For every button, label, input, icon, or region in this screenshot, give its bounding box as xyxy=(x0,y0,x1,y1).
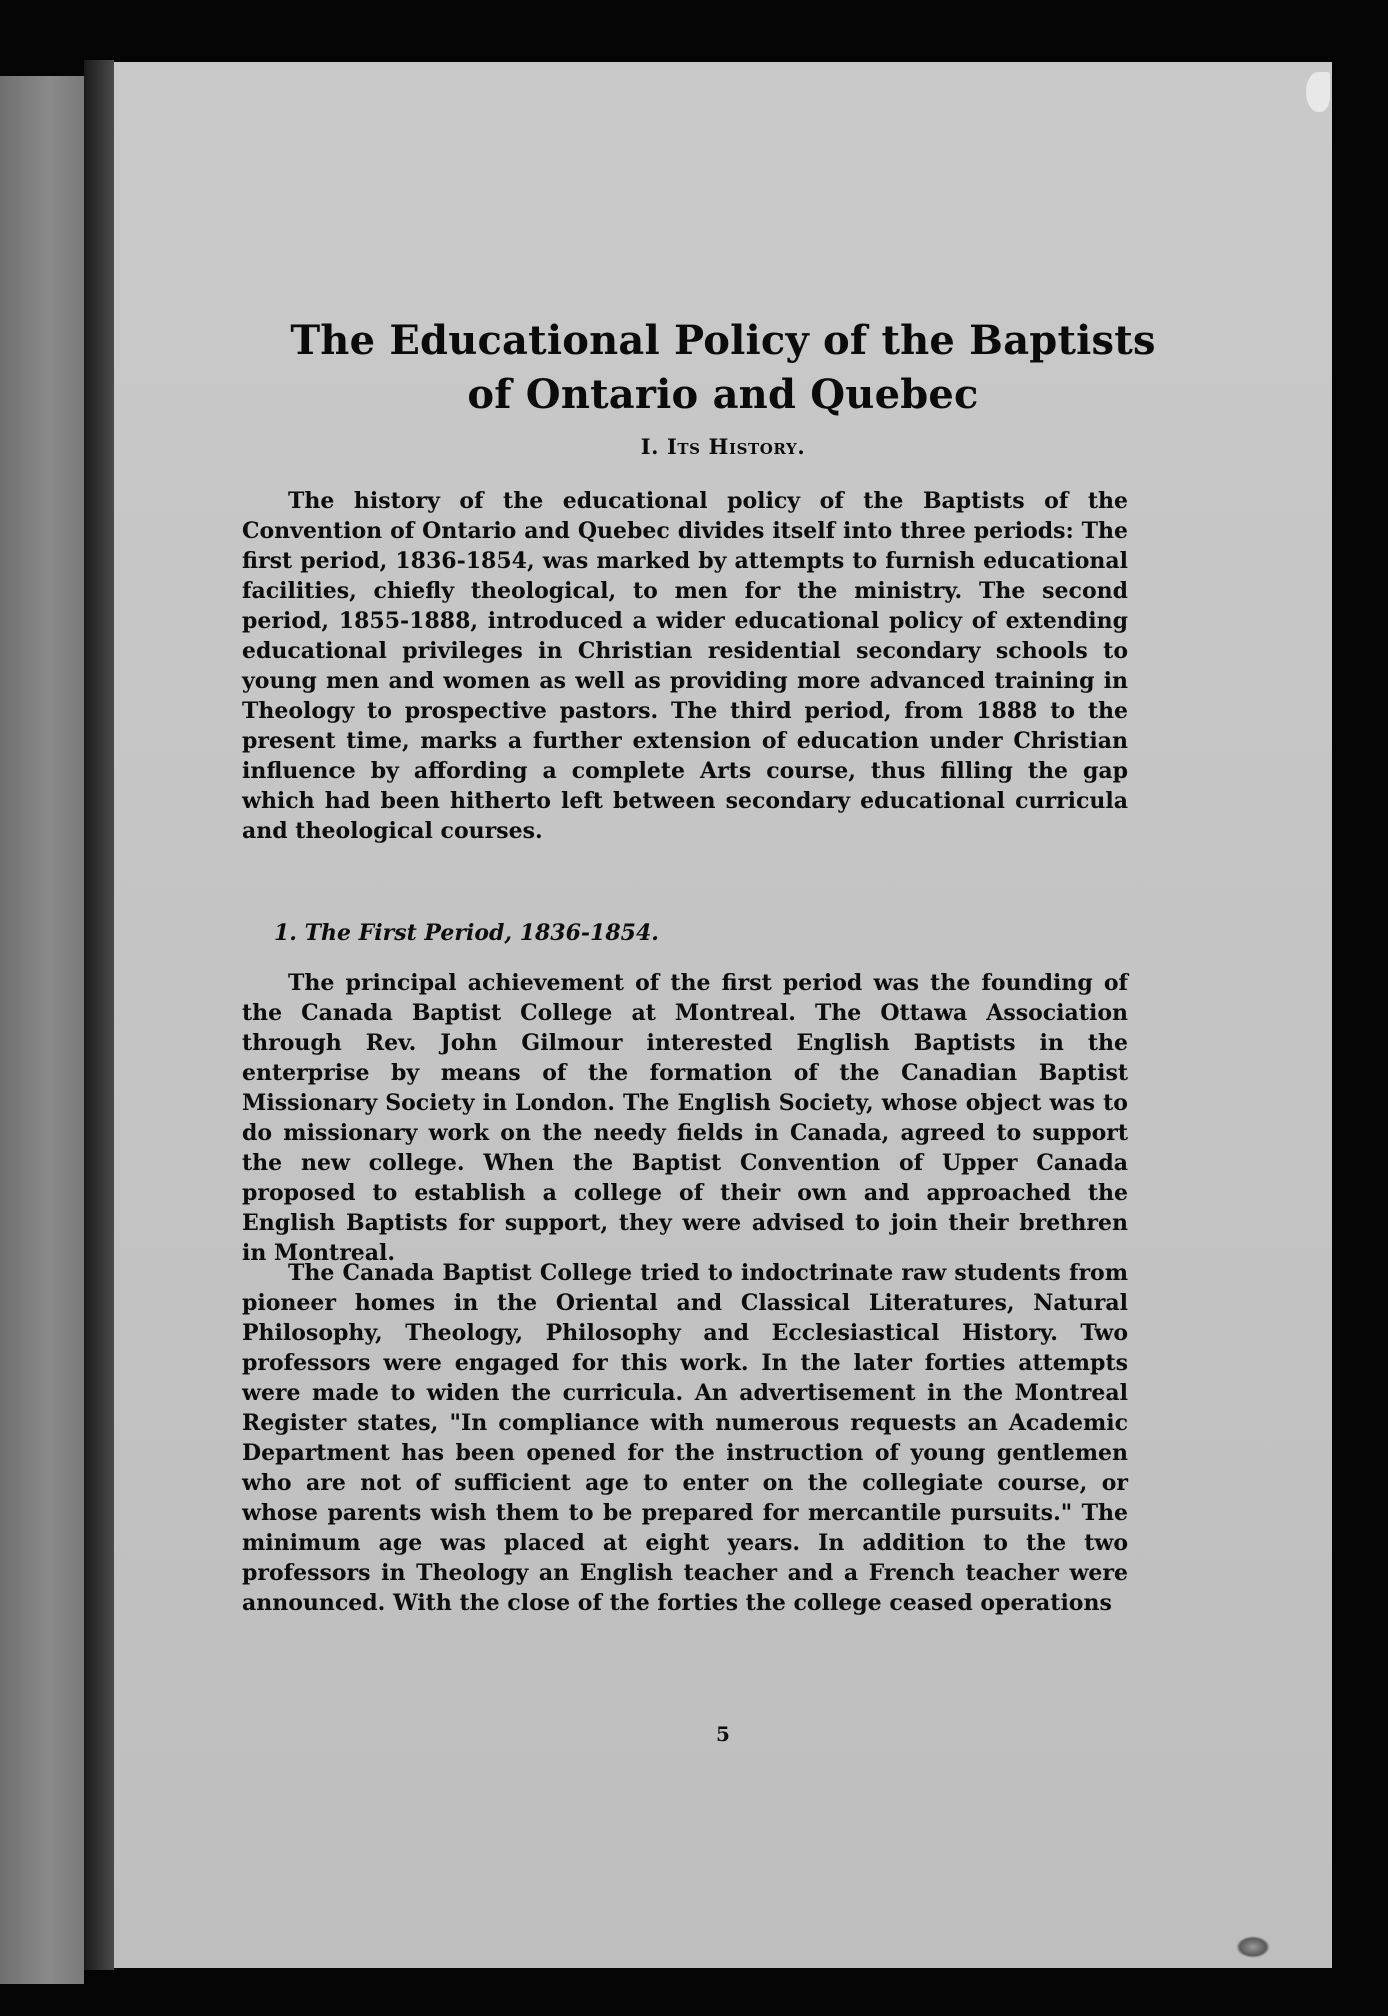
facing-page-edge xyxy=(0,76,84,1984)
book-spine xyxy=(84,60,114,1970)
paragraph-history-intro: The history of the educational policy of the Baptists of the Convention of Ontario and Quebec divides itself into three periods: The first period, 1836-1854, was marked by attempts to furnish educational facilities, chiefly theological, to men for the ministry. The second period, 1855-1888, introduced a wider educational policy of extending educational privileges in Christian residential secondary schools to young men and women as well as providing more advanced training in Theology to prospective pastors. The third period, from 1888 to the present time, marks a further extension of education under Christian influence by affording a complete Arts course, thus filling the gap which had been hitherto left between secondary educational curricula and theological courses. xyxy=(242,488,1128,844)
title-line-1: The Educational Policy of the Baptists xyxy=(290,317,1156,364)
title-line-2: of Ontario and Quebec xyxy=(467,371,979,418)
paragraph-first-period: The principal achievement of the first period was the founding of the Canada Baptist College at Montreal. The Ottawa Association through Rev. John Gilmour interested English Baptists in the enterprise by means of the formation of the Canadian Baptist Missionary Society in London. The English Society, whose object was to do missionary work on the needy fields in Canada, agreed to support the new college. When the Baptist Convention of Upper Canada proposed to establish a college of their own and approached the English Baptists for support, they were advised to join their brethren in Montreal. xyxy=(242,970,1128,1266)
scan-artifact xyxy=(1236,1936,1270,1958)
document-title xyxy=(114,314,1332,422)
page-number: 5 xyxy=(716,1722,730,1746)
section-heading: I. Its History. xyxy=(640,434,806,459)
paragraph-canada-baptist-college: The Canada Baptist College tried to indoctrinate raw students from pioneer homes in the Oriental and Classical Literatures, Natural Philosophy, Theology, Philosophy and Ecclesiastical History. Two professors were engaged for this work. In the later forties attempts were made to widen the curricula. An advertisement in the Montreal Register states, "In compliance with numerous requests an Academic Department has been opened for the instruction of young gentlemen who are not of sufficient age to enter on the collegiate course, or whose parents wish them to be prepared for mercantile pursuits." The minimum age was placed at eight years. In addition to the two professors in Theology an English teacher and a French teacher were announced. With the close of the forties the college ceased operations xyxy=(242,1260,1128,1616)
document-page xyxy=(114,62,1332,1968)
page-corner-mark xyxy=(1306,72,1330,112)
subheading-first-period: 1. The First Period, 1836-1854. xyxy=(274,920,659,946)
